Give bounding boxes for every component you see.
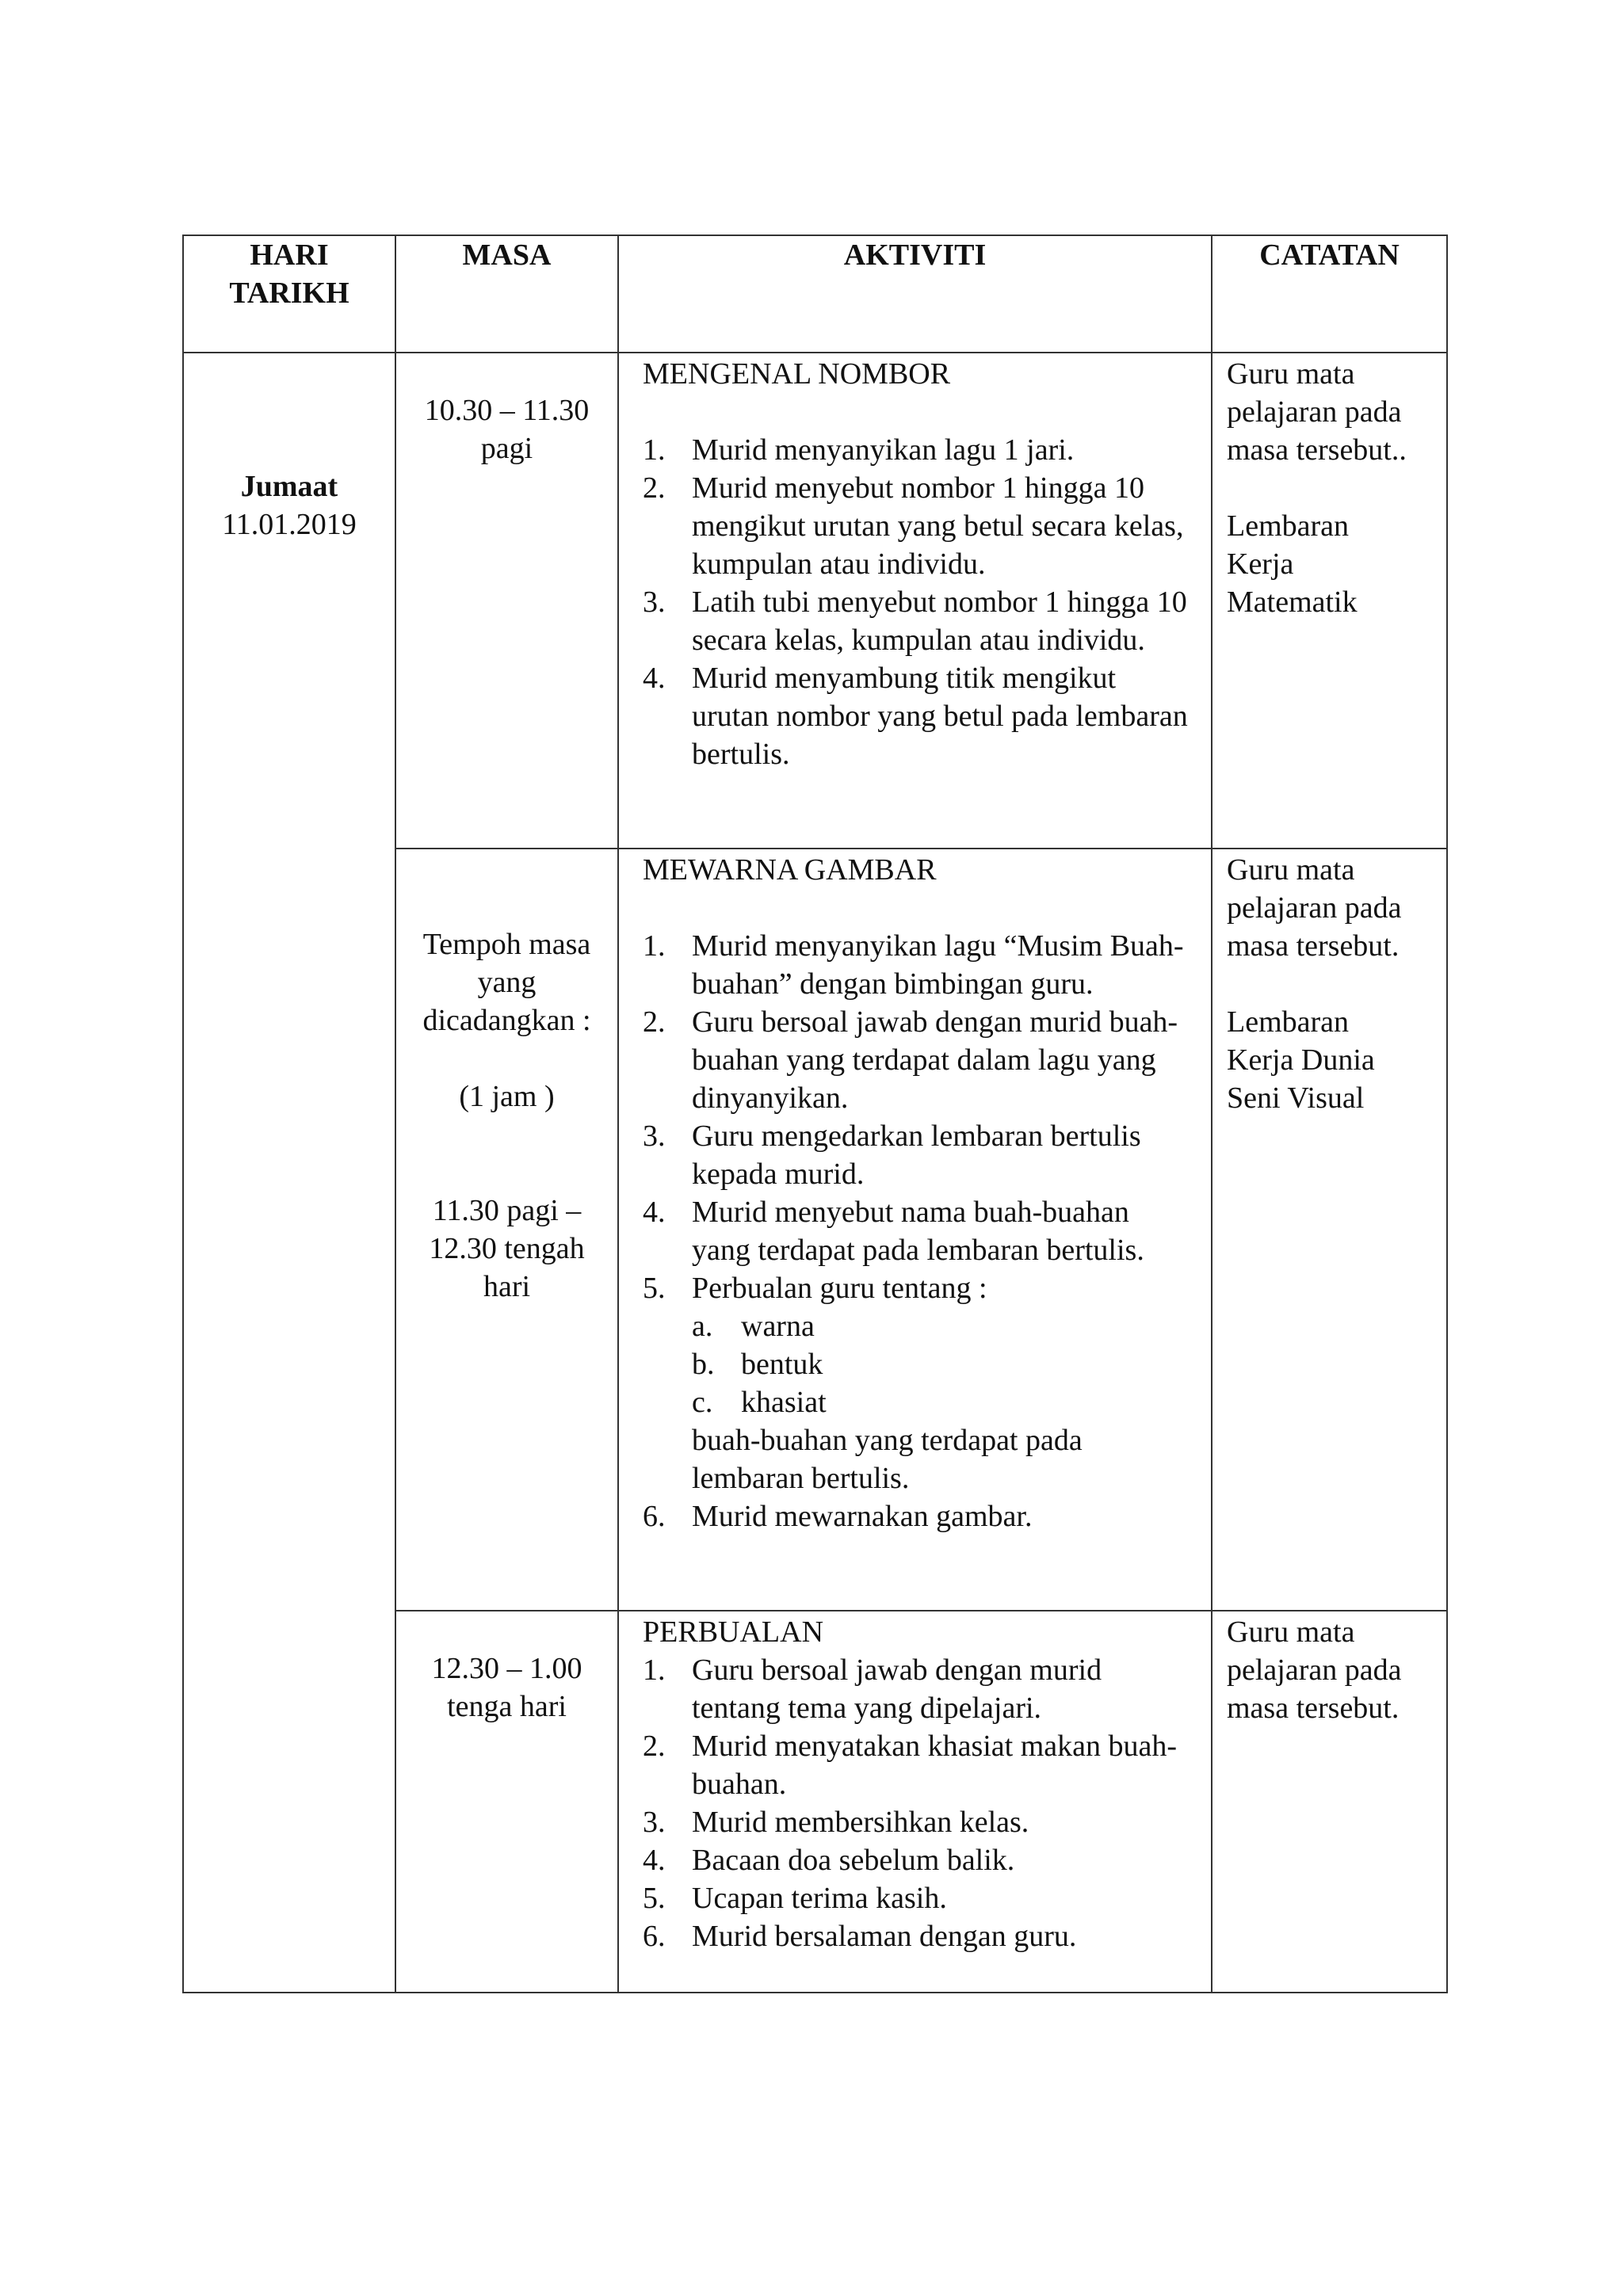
activity-steps [643, 431, 1195, 773]
sub-step-text: khasiat [741, 1386, 827, 1419]
masa-cell [395, 353, 618, 849]
catatan-line: Guru mata [1227, 1615, 1355, 1649]
masa-line: tenga hari [447, 1690, 567, 1723]
aktiviti-cell [618, 849, 1212, 1611]
catatan-cell [1212, 1611, 1447, 1993]
step-number: 2. [643, 1005, 666, 1039]
step-number: 5. [643, 1882, 666, 1915]
step-text: Guru bersoal jawab dengan murid tentang tema yang dipelajari. [692, 1653, 1102, 1725]
list-item [643, 1727, 1195, 1803]
step-text: Murid menyebut nombor 1 hingga 10 mengikut urutan yang betul secara kelas, kumpulan atau individu. [692, 471, 1184, 581]
list-item [643, 1003, 1195, 1117]
step-number: 2. [643, 1730, 666, 1763]
catatan-line: Guru mata [1227, 853, 1355, 887]
sub-step-letter: c. [692, 1386, 713, 1419]
header-hari-tarikh [183, 235, 395, 353]
step-number: 3. [643, 585, 666, 619]
step-text: Guru mengedarkan lembaran bertulis kepada murid. [692, 1119, 1141, 1191]
list-item [643, 1497, 1195, 1535]
list-item [643, 659, 1195, 773]
catatan-line: Lembaran [1227, 509, 1350, 543]
catatan-cell [1212, 849, 1447, 1611]
step-text: Murid menyatakan khasiat makan buah-buahan. [692, 1730, 1178, 1801]
list-item [643, 1651, 1195, 1727]
list-item [643, 583, 1195, 659]
header-aktiviti: AKTIVITI [618, 235, 1212, 353]
step-text: Bacaan doa sebelum balik. [692, 1844, 1015, 1877]
day-date: 11.01.2019 [222, 508, 357, 541]
step-text: Murid menyebut nama buah-buahan yang terdapat pada lembaran bertulis. [692, 1196, 1144, 1267]
header-row [183, 235, 1447, 353]
masa-line: 12.30 – 1.00 [431, 1652, 582, 1685]
activity-title: PERBUALAN [643, 1615, 824, 1649]
header-masa: MASA [395, 235, 618, 353]
step-text: Ucapan terima kasih. [692, 1882, 947, 1915]
step-number: 1. [643, 1653, 666, 1687]
list-item [643, 1193, 1195, 1269]
masa-line: 10.30 – 11.30 [424, 394, 590, 427]
catatan-line: masa tersebut. [1227, 1691, 1400, 1725]
sub-step-text: bentuk [741, 1348, 823, 1381]
sub-step-text: warna [741, 1310, 815, 1343]
step-text: Murid menyanyikan lagu “Musim Buah-buahan” dengan bimbingan guru. [692, 929, 1184, 1001]
step-text: Murid menyanyikan lagu 1 jari. [692, 433, 1075, 467]
catatan-line: pelajaran pada [1227, 891, 1402, 925]
list-item [643, 1117, 1195, 1193]
catatan-line: Seni Visual [1227, 1081, 1365, 1115]
list-item [643, 1803, 1195, 1841]
activity-title: MENGENAL NOMBOR [643, 357, 951, 391]
step-text: Murid membersihkan kelas. [692, 1806, 1029, 1839]
lesson-plan-table [182, 235, 1448, 1993]
step-text: buah-buahan yang terdapat pada lembaran bertulis. [692, 1424, 1083, 1495]
list-item [692, 1307, 1195, 1345]
list-item [643, 927, 1195, 1003]
activity-steps [643, 1651, 1195, 1955]
step-number: 4. [643, 1844, 666, 1877]
masa-cell [395, 1611, 618, 1993]
activity-title: MEWARNA GAMBAR [643, 853, 937, 887]
catatan-line: pelajaran pada [1227, 1653, 1402, 1687]
masa-line: dicadangkan : [422, 1004, 591, 1037]
step-text: Perbualan guru tentang : [692, 1272, 987, 1305]
catatan-line: masa tersebut.. [1227, 433, 1407, 467]
sub-steps [692, 1307, 1195, 1421]
masa-line: hari [483, 1270, 531, 1303]
step-number: 1. [643, 433, 666, 467]
catatan-line: Guru mata [1227, 357, 1355, 391]
day-name: Jumaat [240, 470, 338, 503]
header-tarikh: TARIKH [229, 277, 349, 310]
table-row [183, 353, 1447, 849]
aktiviti-cell [618, 353, 1212, 849]
catatan-line: Lembaran [1227, 1005, 1350, 1039]
masa-line: (1 jam ) [459, 1080, 555, 1113]
masa-line: yang [477, 966, 537, 999]
masa-line: 11.30 pagi – [432, 1194, 582, 1227]
step-text: Murid mewarnakan gambar. [692, 1500, 1033, 1533]
list-item [643, 469, 1195, 583]
catatan-line: Kerja [1227, 547, 1294, 581]
activity-steps [643, 927, 1195, 1535]
day-cell [183, 353, 395, 1993]
catatan-cell [1212, 353, 1447, 849]
step-number: 4. [643, 1196, 666, 1229]
aktiviti-cell [618, 1611, 1212, 1993]
list-item [643, 1917, 1195, 1955]
list-item [643, 1879, 1195, 1917]
list-item [643, 1269, 1195, 1497]
step-text: Murid bersalaman dengan guru. [692, 1920, 1077, 1953]
masa-line: Tempoh masa [422, 928, 591, 961]
catatan-line: pelajaran pada [1227, 395, 1402, 429]
step-text: Guru bersoal jawab dengan murid buah-buahan yang terdapat dalam lagu yang dinyanyikan. [692, 1005, 1178, 1115]
catatan-line: Kerja Dunia [1227, 1043, 1375, 1077]
step-number: 3. [643, 1119, 666, 1153]
step-number: 3. [643, 1806, 666, 1839]
sub-step-letter: b. [692, 1348, 715, 1381]
catatan-line: Matematik [1227, 585, 1358, 619]
step-number: 6. [643, 1500, 666, 1533]
step-number: 6. [643, 1920, 666, 1953]
step-text: Murid menyambung titik mengikut urutan nombor yang betul pada lembaran bertulis. [692, 662, 1188, 771]
step-number: 5. [643, 1272, 666, 1305]
step-number: 4. [643, 662, 666, 695]
list-item [692, 1345, 1195, 1383]
sub-step-letter: a. [692, 1310, 713, 1343]
step-number: 1. [643, 929, 666, 963]
header-catatan: CATATAN [1212, 235, 1447, 353]
header-hari: HARI [250, 238, 329, 272]
list-item [643, 431, 1195, 469]
masa-cell [395, 849, 618, 1611]
masa-line: pagi [480, 432, 533, 465]
catatan-line: masa tersebut. [1227, 929, 1400, 963]
list-item [643, 1841, 1195, 1879]
masa-line: 12.30 tengah [429, 1232, 585, 1265]
step-number: 2. [643, 471, 666, 505]
list-item [692, 1383, 1195, 1421]
step-text: Latih tubi menyebut nombor 1 hingga 10 secara kelas, kumpulan atau individu. [692, 585, 1187, 657]
